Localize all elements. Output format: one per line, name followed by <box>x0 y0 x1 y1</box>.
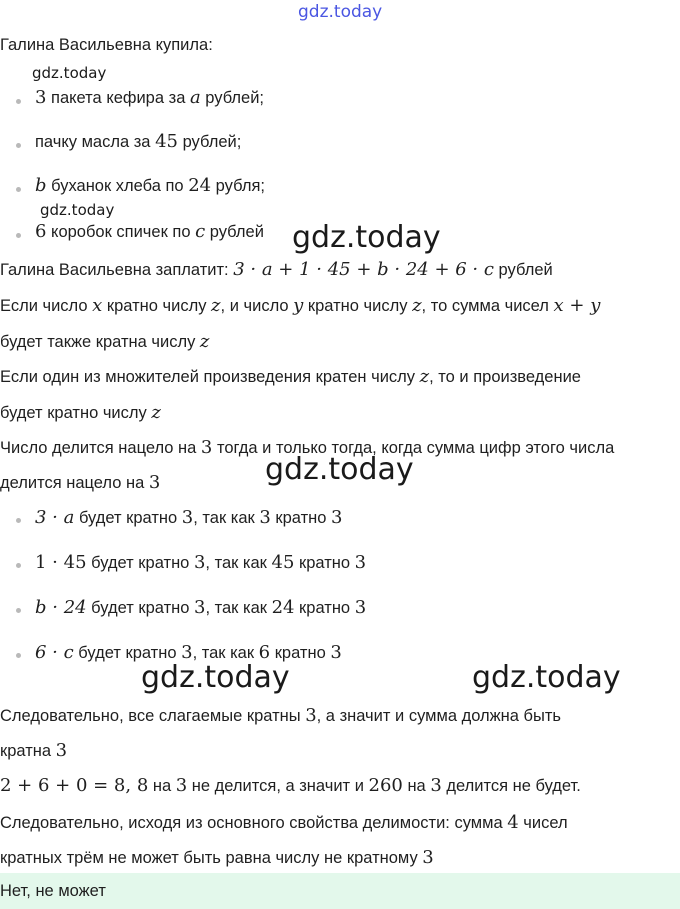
rule-3: Число делится нацело на 3 тогда и только тогда, когда сумма цифр этого числа <box>0 437 615 458</box>
rule-1-cont: будет также кратна числу z <box>0 331 210 352</box>
answer-text: Нет, не может <box>0 882 106 900</box>
payment-line: Галина Васильевна заплатит: 3 · a + 1 · 45 + b · 24 + 6 · c рублей <box>0 259 553 280</box>
watermark-small: gdz.today <box>32 64 107 82</box>
bullet-icon <box>16 187 21 192</box>
conclusion-2: Следовательно, исходя из основного свойства делимости: сумма 4 чисел <box>0 812 568 833</box>
bullet-icon <box>16 99 21 104</box>
watermark-small: gdz.today <box>40 201 115 219</box>
rule-1: Если число x кратно числу z, и число y кратно числу z, то сумма чисел x + y <box>0 295 601 316</box>
rule-2: Если один из множителей произведения кратен числу z, то и произведение <box>0 366 581 387</box>
bullet-icon <box>16 143 21 148</box>
conclusion-2-cont: кратных трём не может быть равна числу не кратному 3 <box>0 847 434 868</box>
rule-2-cont: будет кратно числу z <box>0 402 161 423</box>
watermark-top: gdz.today <box>298 2 383 22</box>
rule-3-cont: делится нацело на 3 <box>0 472 161 493</box>
intro-text: Галина Васильевна купила: <box>0 36 213 54</box>
conclusion-1-cont: кратна 3 <box>0 740 68 761</box>
bullet-icon <box>16 563 21 568</box>
answer-box <box>0 873 680 909</box>
watermark-large: gdz.today <box>265 452 414 487</box>
bullet-icon <box>16 653 21 658</box>
watermark-large: gdz.today <box>292 220 441 255</box>
watermark-large: gdz.today <box>472 660 621 695</box>
bullet-icon <box>16 608 21 613</box>
bullet-icon <box>16 233 21 238</box>
bullet-icon <box>16 518 21 523</box>
watermark-large: gdz.today <box>141 660 290 695</box>
conclusion-1: Следовательно, все слагаемые кратны 3, а значит и сумма должна быть <box>0 705 562 726</box>
digit-sum-line: 2 + 6 + 0 = 8, 8 на 3 не делится, а значит и 260 на 3 делится не будет. <box>0 775 581 796</box>
